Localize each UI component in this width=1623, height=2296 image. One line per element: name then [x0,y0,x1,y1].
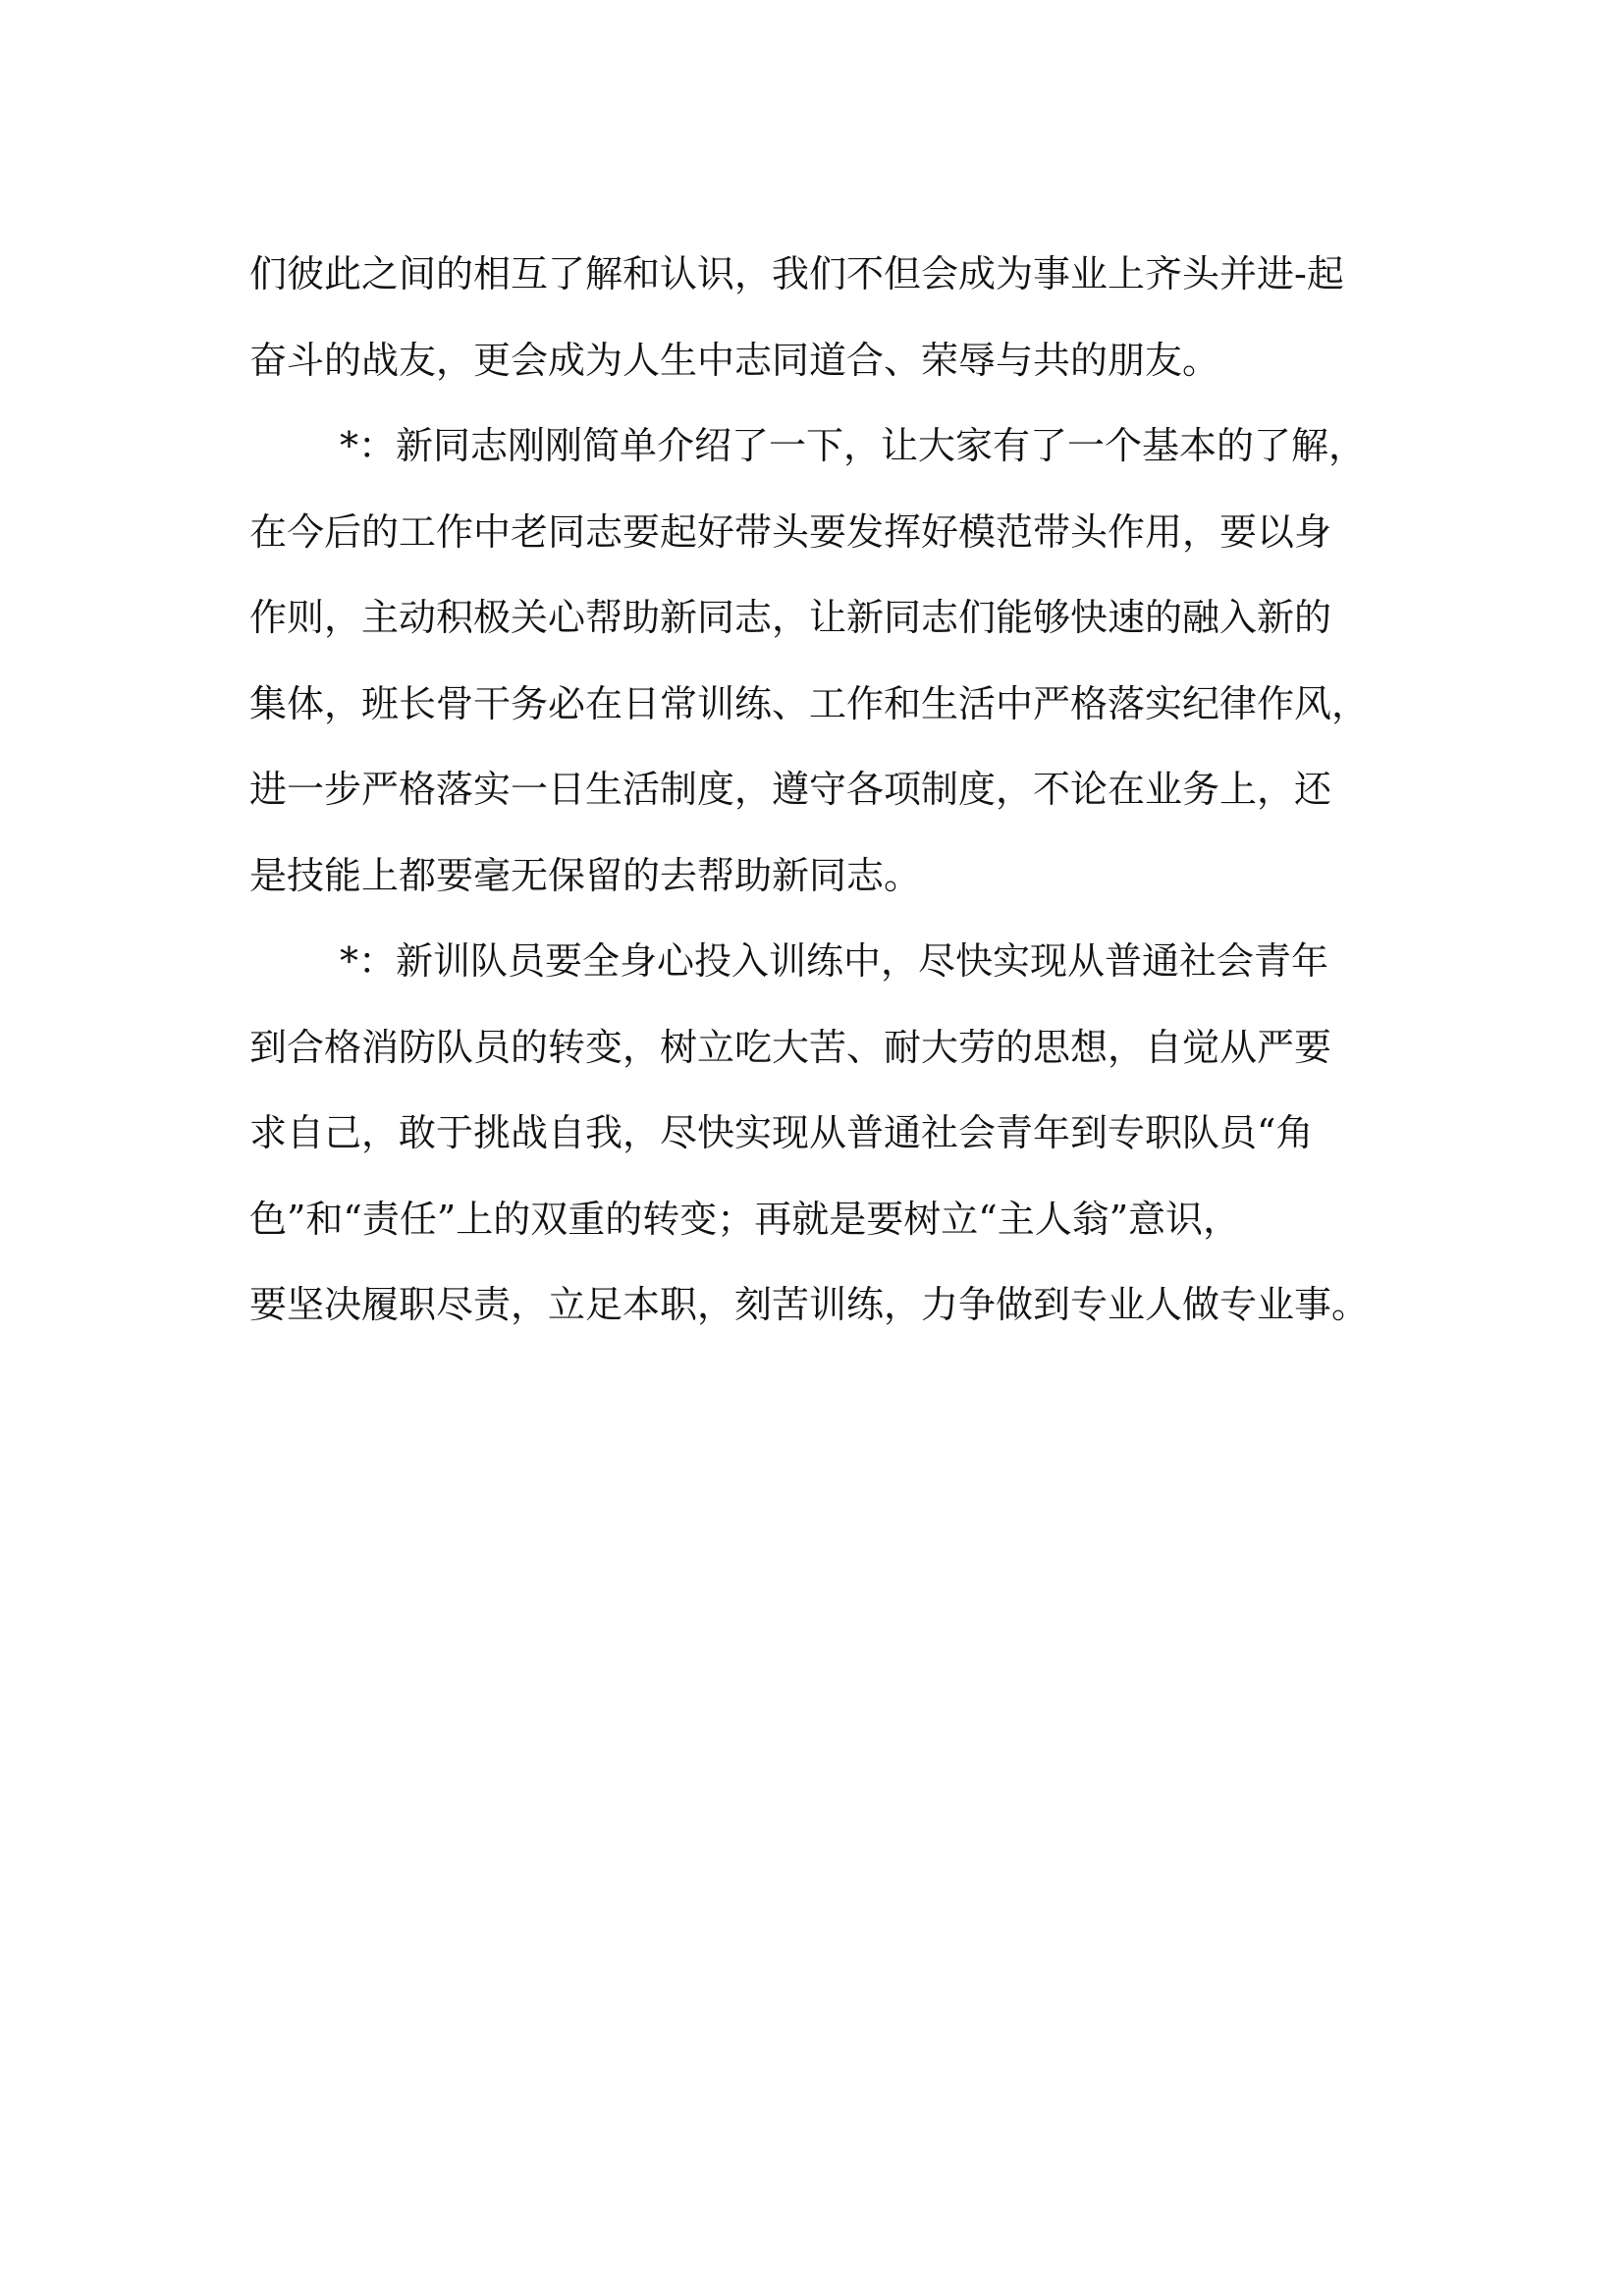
text-line: 集体，班长骨干务必在日常训练、工作和生活中严格落实纪律作风， [249,681,1370,725]
text-line: 色”和“责任”上的双重的转变；再就是要树立“主人翁”意识， [249,1197,1241,1241]
text-line: 作则，主动积极关心帮助新同志，让新同志们能够快速的融入新的 [249,596,1332,639]
text-line: 到合格消防队员的转变，树立吃大苦、耐大劳的思想，自觉从严要 [249,1025,1332,1069]
text-line: 奋斗的战友，更会成为人生中志同道合、荣辱与共的朋友。 [249,338,1220,382]
text-line: 在今后的工作中老同志要起好带头要发挥好模范带头作用，要以身 [249,509,1332,554]
text-line: 要坚决履职尽责，立足本职，刻苦训练，力争做到专业人做专业事。 [249,1283,1370,1326]
paragraph-start-line: *：新同志刚刚简单介绍了一下，让大家有了一个基本的了解， [340,424,1367,467]
text-line: 们彼此之间的相互了解和认识，我们不但会成为事业上齐头并进-起 [249,252,1344,295]
text-line: 求自己，敢于挑战自我，尽快实现从普通社会青年到专职队员“角 [249,1111,1314,1154]
body-text [249,232,1388,1349]
paragraph-start-line: *：新训队员要全身心投入训练中，尽快实现从普通社会青年 [340,939,1329,983]
text-line: 进一步严格落实一日生活制度，遵守各项制度，不论在业务上，还 [249,768,1332,811]
text-line: 是技能上都要毫无保留的去帮助新同志。 [249,853,922,897]
